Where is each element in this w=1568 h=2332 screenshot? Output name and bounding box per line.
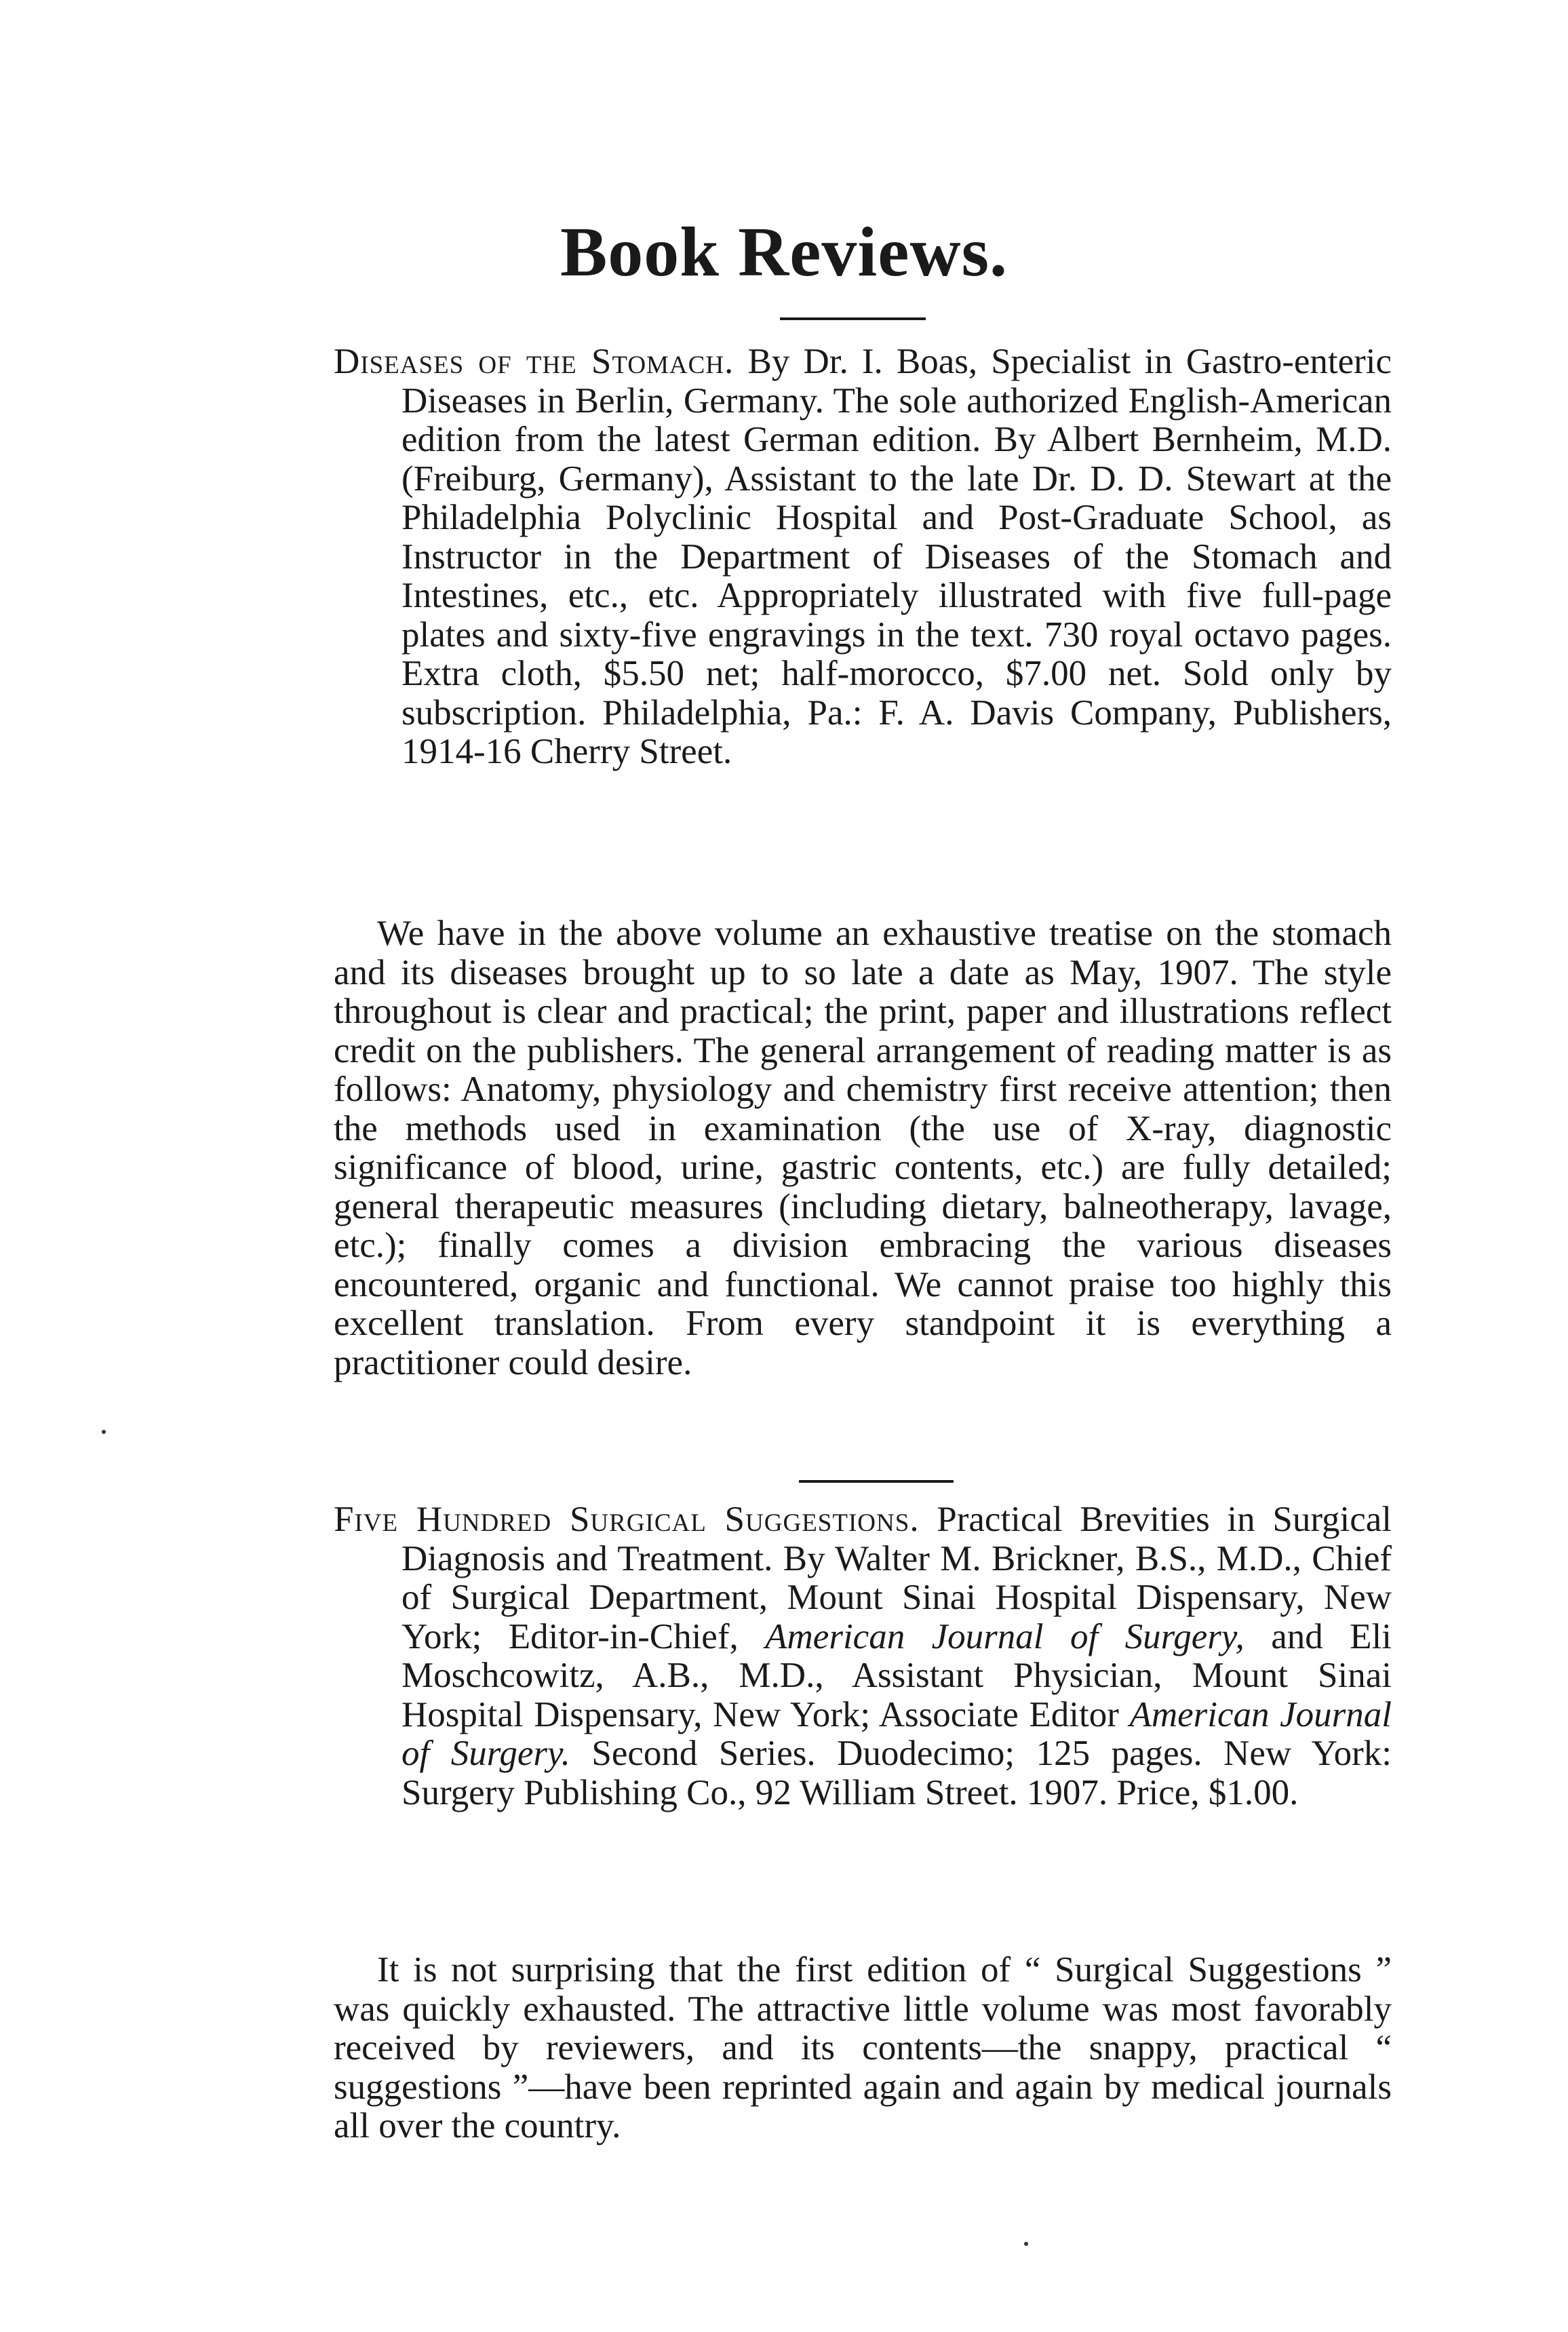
journal-title: American Journal of Surgery, [765, 1616, 1244, 1656]
book-title: Five Hundred Surgical Suggestions. [334, 1500, 920, 1539]
book-title: Diseases of the Stomach. [334, 342, 734, 381]
divider-rule [780, 317, 926, 320]
review-citation [334, 1500, 1392, 1812]
citation-text: Practical Brevities in Surgical Diagnosis and Treatment. By Walter M. Brickner, B.S., M.D., Chief of Surgical Department, Mount Sinai Hospital Dispensary, New York; Editor-in-Chief, [401, 1500, 1392, 1656]
review-body: We have in the above volume an exhaustive treatise on the stomach and its diseases brought up to so late a date as May, 1907. The style throughout is clear and practical; the print, paper and illustrations reflect credit on the publishers. The general arrangement of reading matter is as follows: Anatomy, physiology and chemistry first receive attention; then the methods used in examination (the use of X-ray, diagnostic significance of blood, urine, gastric contents, etc.) are fully detailed; general therapeutic measures (including dietary, balneotherapy, lavage, etc.); finally comes a division embracing the various diseases encountered, organic and functional. We cannot praise too highly this excellent translation. From every standpoint it is everything a practitioner could desire. [334, 914, 1392, 1382]
citation-text: By Dr. I. Boas, Specialist in Gastro-enteric Diseases in Berlin, Germany. The sole authorized English-American edition from the latest German edition. By Albert Bernheim, M.D. (Freiburg, Germany), Assistant to the late Dr. D. D. Stewart at the Philadelphia Polyclinic Hospital and Post-Graduate School, as Instructor in the Department of Diseases of the Stomach and Intestines, etc., etc. Appropriately illustrated with five full-page plates and sixty-five engravings in the text. 730 royal octavo pages. Extra cloth, $5.50 net; half-morocco, $7.00 net. Sold only by subscription. Philadelphia, Pa.: F. A. Davis Company, Publishers, 1914-16 Cherry Street. [401, 342, 1392, 771]
review-citation [334, 343, 1392, 772]
citation-text: Second Series. Duodecimo; 125 pages. New York: Surgery Publishing Co., 92 William Street. 1907. Price, $1.00. [401, 1734, 1392, 1812]
journal-title: American Journal of Surgery. [401, 1694, 1392, 1773]
scan-speck [1024, 2242, 1028, 2246]
scan-speck [102, 1430, 106, 1434]
citation-text: and Eli Moschcowitz, A.B., M.D., Assistant Physician, Mount Sinai Hospital Dispensary, New York; Associate Editor [401, 1616, 1392, 1734]
citation-block [334, 1500, 1392, 1812]
review-body: It is not surprising that the first edition of “ Surgical Suggestions ” was quickly exhausted. The attractive little volume was most favorably received by reviewers, and its contents—the snappy, practical “ suggestions ”—have been reprinted again and again by medical journals all over the country. [334, 1950, 1392, 2145]
citation-block [334, 343, 1392, 772]
divider-rule [799, 1480, 954, 1483]
page-title: Book Reviews. [560, 213, 1008, 291]
